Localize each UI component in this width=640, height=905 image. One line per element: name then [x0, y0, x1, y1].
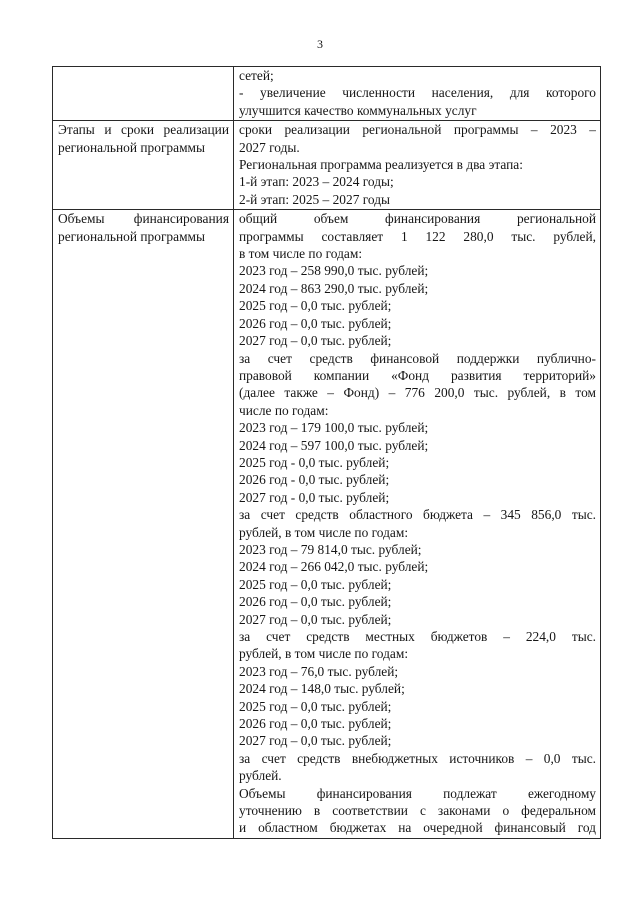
content-line: Региональная программа реализуется в два этапа:	[239, 157, 523, 173]
content-line: 2027 год – 0,0 тыс. рублей;	[239, 333, 392, 349]
program-passport-table	[52, 66, 601, 839]
content-line: 2023 год – 179 100,0 тыс. рублей;	[239, 420, 429, 436]
content-line: улучшится качество коммунальных услуг	[239, 102, 477, 118]
page-number: 3	[317, 37, 323, 51]
content-line: за счет средств местных бюджетов – 224,0 тыс.	[239, 629, 596, 644]
content-line: общий объем финансирования региональной	[239, 211, 596, 227]
row-label-line: Объемы финансирования	[58, 211, 229, 227]
content-line: 2025 год - 0,0 тыс. рублей;	[239, 454, 390, 470]
content-line: 2027 год – 0,0 тыс. рублей;	[239, 733, 392, 749]
content-line: за счет средств внебюджетных источников – 0,0 тыс.	[239, 750, 596, 766]
content-line: 2026 год – 0,0 тыс. рублей;	[239, 315, 392, 331]
content-line: 2-й этап: 2025 – 2027 годы	[239, 191, 391, 207]
row-label-line: региональной программы	[58, 228, 206, 244]
row-content-cell	[234, 121, 601, 210]
content-line: и областном бюджетах на очередной финансовый год	[239, 820, 596, 836]
content-line: 2024 год – 863 290,0 тыс. рублей;	[239, 280, 429, 296]
content-line: 2023 год – 76,0 тыс. рублей;	[239, 663, 399, 679]
content-line: 2023 год – 258 990,0 тыс. рублей;	[239, 263, 429, 279]
content-line: 2027 год - 0,0 тыс. рублей;	[239, 489, 390, 505]
row-content-cell	[234, 67, 601, 121]
content-line: 2025 год – 0,0 тыс. рублей;	[239, 698, 392, 714]
content-line: 2026 год - 0,0 тыс. рублей;	[239, 472, 390, 488]
row-label-cell	[53, 210, 234, 839]
content-line: числе по годам:	[239, 402, 329, 418]
content-line: программы составляет 1 122 280,0 тыс. рублей,	[239, 228, 596, 244]
content-line: 2027 год – 0,0 тыс. рублей;	[239, 611, 392, 627]
content-line: за счет средств финансовой поддержки публично-	[239, 350, 596, 366]
content-line: 2026 год – 0,0 тыс. рублей;	[239, 594, 392, 610]
table-row	[53, 210, 601, 839]
table-row	[53, 67, 601, 121]
table-row	[53, 121, 601, 210]
content-line: правовой компании «Фонд развития территорий»	[239, 367, 596, 383]
row-label-cell	[53, 121, 234, 210]
content-line: 2027 годы.	[239, 139, 300, 155]
content-line: 2025 год – 0,0 тыс. рублей;	[239, 576, 392, 592]
content-line: за счет средств областного бюджета – 345 856,0 тыс.	[239, 507, 596, 523]
content-line: 2024 год – 148,0 тыс. рублей;	[239, 681, 405, 697]
content-line: 2025 год – 0,0 тыс. рублей;	[239, 298, 392, 314]
content-line: сроки реализации региональной программы – 2023 –	[239, 122, 596, 138]
content-line: 2024 год – 266 042,0 тыс. рублей;	[239, 559, 429, 575]
row-label-cell	[53, 67, 234, 121]
content-line: рублей, в том числе по годам:	[239, 524, 409, 540]
content-line: Объемы финансирования подлежат ежегодному	[239, 785, 596, 801]
content-line: 2026 год – 0,0 тыс. рублей;	[239, 716, 392, 732]
content-line: в том числе по годам:	[239, 246, 363, 262]
content-line: - увеличение численности населения, для которого	[239, 85, 596, 101]
content-line: уточнению в соответствии с законами о федеральном	[239, 803, 596, 819]
table-body	[53, 67, 601, 839]
row-label-line: Этапы и сроки реализации	[58, 122, 229, 138]
content-line: рублей, в том числе по годам:	[239, 646, 409, 662]
content-line: 2024 год – 597 100,0 тыс. рублей;	[239, 437, 429, 453]
content-line: (далее также – Фонд) – 776 200,0 тыс. рублей, в том	[239, 385, 596, 401]
row-content-cell	[234, 210, 601, 839]
content-line: сетей;	[239, 68, 274, 83]
content-line: рублей.	[239, 768, 282, 784]
row-label-line: региональной программы	[58, 139, 206, 155]
content-line: 1-й этап: 2023 – 2024 годы;	[239, 174, 394, 190]
content-line: 2023 год – 79 814,0 тыс. рублей;	[239, 541, 422, 557]
